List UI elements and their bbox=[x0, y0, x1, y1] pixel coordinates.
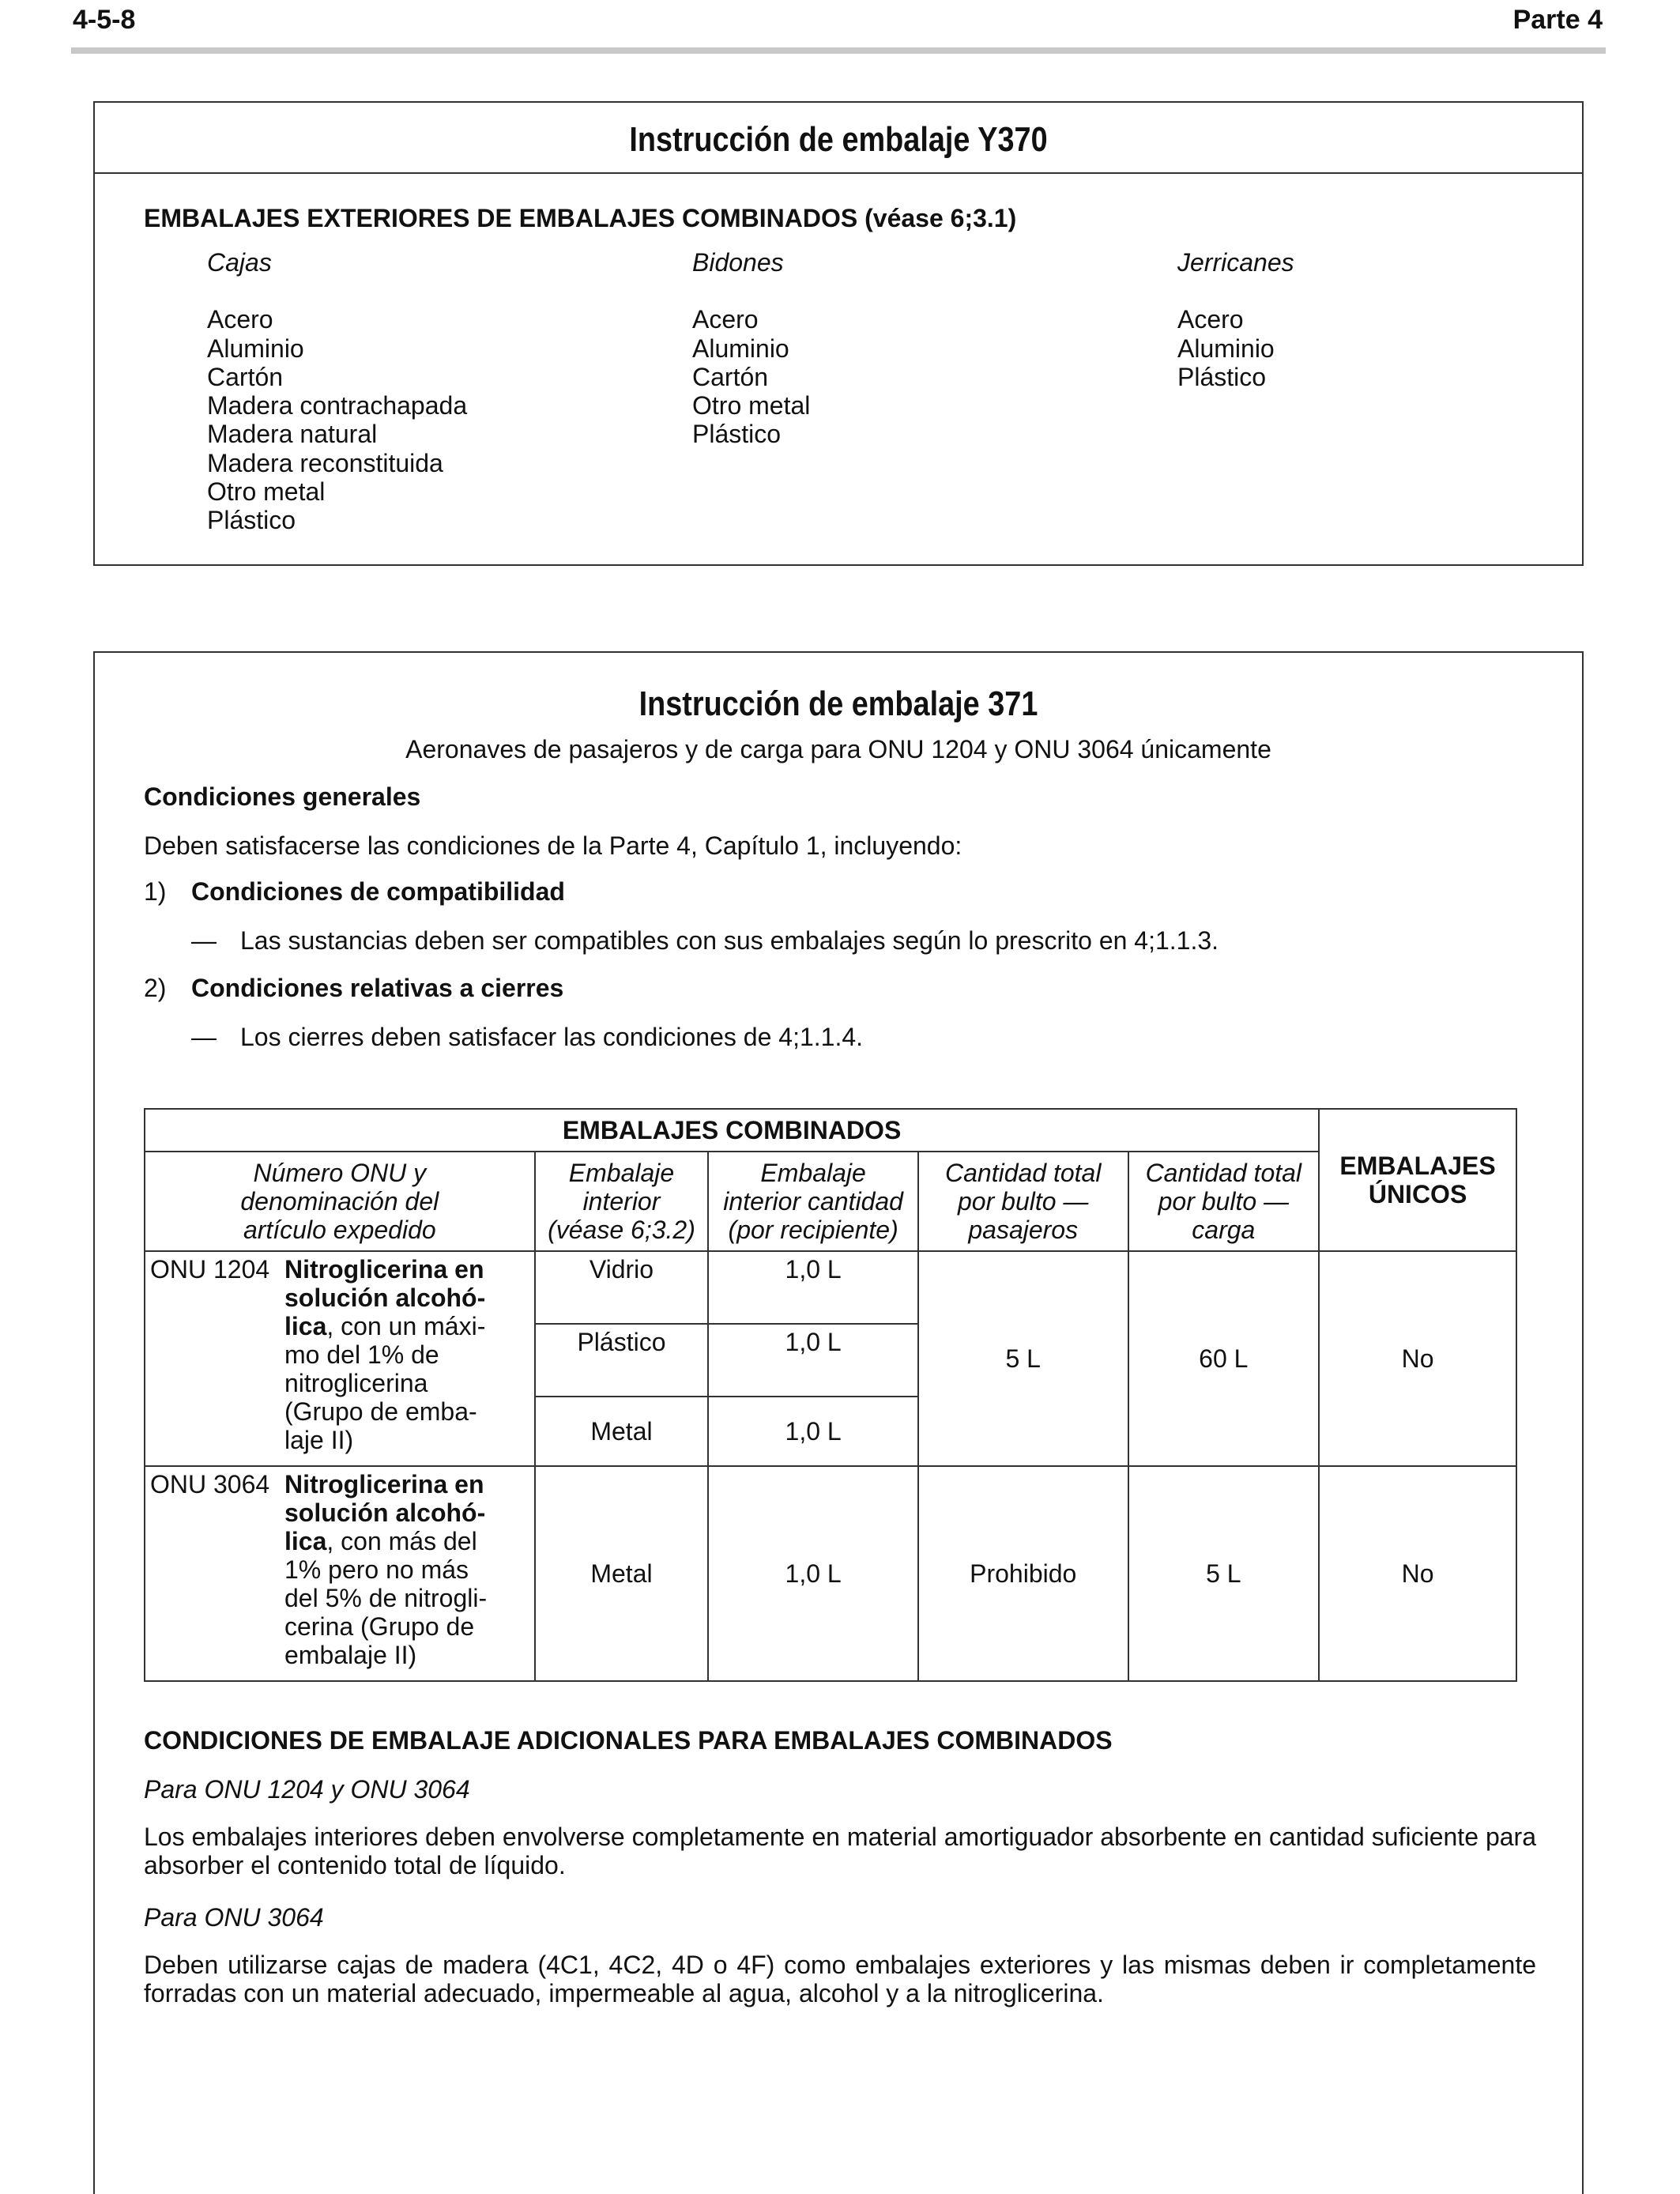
list-item: Cartón bbox=[207, 362, 284, 391]
passenger-quantity-cell: Prohibido bbox=[918, 1466, 1128, 1681]
list-item: Cartón bbox=[692, 362, 769, 391]
y370-title-bar bbox=[95, 103, 1582, 174]
general-conditions-heading: Condiciones generales bbox=[144, 782, 421, 811]
table-header-row bbox=[145, 1109, 1516, 1152]
condition-1-text: Las sustancias deben ser compatibles con sus embalajes según lo prescrito en 4;1.1.3. bbox=[240, 926, 1219, 955]
inner-packaging-cell: Metal bbox=[535, 1397, 709, 1466]
condition-2-heading: Condiciones relativas a cierres bbox=[191, 974, 564, 1002]
un-number: ONU 3064 bbox=[150, 1470, 270, 1498]
combined-packagings-header: EMBALAJES COMBINADOS bbox=[145, 1109, 1319, 1152]
pi371-title: Instrucción de embalaje 371 bbox=[638, 684, 1038, 723]
column-heading: Bidones bbox=[692, 248, 784, 277]
condition-1-dash: — bbox=[191, 926, 217, 955]
inner-packaging-column-header: Embalaje interior (véase 6;3.2) bbox=[535, 1152, 709, 1251]
table-row bbox=[145, 1251, 1516, 1324]
list-item: Acero bbox=[207, 305, 273, 334]
inner-quantity-cell: 1,0 L bbox=[708, 1397, 918, 1466]
un3064-description: ONU 3064 Nitroglicerina en solución alcohó- lica, con más del 1% pero no más del 5% de nitrogli- cerina (Grupo de embalaje II) bbox=[145, 1466, 535, 1681]
list-item: Aluminio bbox=[692, 334, 789, 363]
additional-conditions-heading: CONDICIONES DE EMBALAJE ADICIONALES PARA EMBALAJES COMBINADOS bbox=[144, 1726, 1113, 1755]
for-3064-subheading: Para ONU 3064 bbox=[144, 1903, 324, 1932]
packing-instruction-371-box bbox=[93, 651, 1584, 2194]
condition-2-text: Los cierres deben satisfacer las condiciones de 4;1.1.4. bbox=[240, 1023, 864, 1051]
part-label: Parte 4 bbox=[1512, 5, 1603, 35]
pi371-subtitle: Aeronaves de pasajeros y de carga para ONU 1204 y ONU 3064 únicamente bbox=[405, 735, 1271, 763]
list-item: Madera reconstituida bbox=[207, 448, 443, 477]
un-number-column-header: Número ONU y denominación del artículo expedido bbox=[145, 1152, 535, 1251]
condition-1-heading: Condiciones de compatibilidad bbox=[191, 877, 565, 906]
packaging-table bbox=[144, 1108, 1517, 1682]
page-number: 4-5-8 bbox=[73, 5, 136, 35]
list-item: Acero bbox=[692, 305, 759, 334]
condition-2-number: 2) bbox=[144, 974, 167, 1002]
inner-packaging-cell: Metal bbox=[535, 1466, 709, 1681]
list-item: Acero bbox=[1177, 305, 1244, 334]
cargo-quantity-cell: 60 L bbox=[1128, 1251, 1320, 1466]
list-item: Madera contrachapada bbox=[207, 391, 468, 420]
inner-quantity-cell: 1,0 L bbox=[708, 1466, 918, 1681]
condition-2-dash: — bbox=[191, 1023, 217, 1051]
for-both-text: Los embalajes interiores deben envolverse completamente en material amortiguador absorbente en cantidad suficiente para absorber el contenido total de líquido. bbox=[144, 1823, 1536, 1879]
passenger-quantity-column-header: Cantidad total por bulto — pasajeros bbox=[918, 1152, 1128, 1251]
inner-quantity-cell: 1,0 L bbox=[708, 1251, 918, 1324]
un-number: ONU 1204 bbox=[150, 1255, 270, 1284]
single-packagings-cell: No bbox=[1319, 1466, 1516, 1681]
inner-quantity-column-header: Embalaje interior cantidad (por recipiente) bbox=[708, 1152, 918, 1251]
y370-section-heading: EMBALAJES EXTERIORES DE EMBALAJES COMBINADOS (véase 6;3.1) bbox=[144, 204, 1017, 232]
for-3064-text: Deben utilizarse cajas de madera (4C1, 4C2, 4D o 4F) como embalajes exteriores y las mismas deben ir completamente forradas con un material adecuado, impermeable al agua, alcohol y a la nitroglicerina. bbox=[144, 1951, 1536, 2007]
cargo-quantity-column-header: Cantidad total por bulto — carga bbox=[1128, 1152, 1320, 1251]
list-item: Madera natural bbox=[207, 420, 378, 449]
column-heading: Jerricanes bbox=[1177, 248, 1294, 277]
list-item: Aluminio bbox=[1177, 334, 1275, 363]
y370-column-cajas bbox=[207, 248, 467, 535]
inner-packaging-cell: Plástico bbox=[535, 1324, 709, 1397]
inner-packaging-cell: Vidrio bbox=[535, 1251, 709, 1324]
table-column-headers bbox=[145, 1152, 1516, 1251]
list-item: Plástico bbox=[692, 420, 782, 449]
list-item: Plástico bbox=[1177, 362, 1267, 391]
single-packagings-header: EMBALAJES ÚNICOS bbox=[1319, 1109, 1516, 1251]
table-row bbox=[145, 1466, 1516, 1681]
packing-instruction-y370-box bbox=[93, 101, 1584, 566]
for-both-subheading: Para ONU 1204 y ONU 3064 bbox=[144, 1775, 470, 1804]
y370-column-bidones bbox=[692, 248, 810, 449]
list-item: Aluminio bbox=[207, 334, 304, 363]
column-heading: Cajas bbox=[207, 248, 272, 277]
header-rule bbox=[71, 47, 1606, 54]
list-item: Otro metal bbox=[692, 391, 811, 420]
list-item: Otro metal bbox=[207, 477, 326, 507]
general-conditions-text: Deben satisfacerse las condiciones de la Parte 4, Capítulo 1, incluyendo: bbox=[144, 831, 962, 860]
y370-column-jerricanes bbox=[1177, 248, 1294, 391]
y370-title: Instrucción de embalaje Y370 bbox=[629, 120, 1048, 159]
condition-1-number: 1) bbox=[144, 877, 167, 906]
inner-quantity-cell: 1,0 L bbox=[708, 1324, 918, 1397]
list-item: Plástico bbox=[207, 506, 296, 535]
cargo-quantity-cell: 5 L bbox=[1128, 1466, 1320, 1681]
passenger-quantity-cell: 5 L bbox=[918, 1251, 1128, 1466]
un1204-description: ONU 1204 Nitroglicerina en solución alcohó- lica, con un máxi- mo del 1% de nitroglicerina (Grupo de emba- laje II) bbox=[145, 1251, 535, 1466]
single-packagings-cell: No bbox=[1319, 1251, 1516, 1466]
